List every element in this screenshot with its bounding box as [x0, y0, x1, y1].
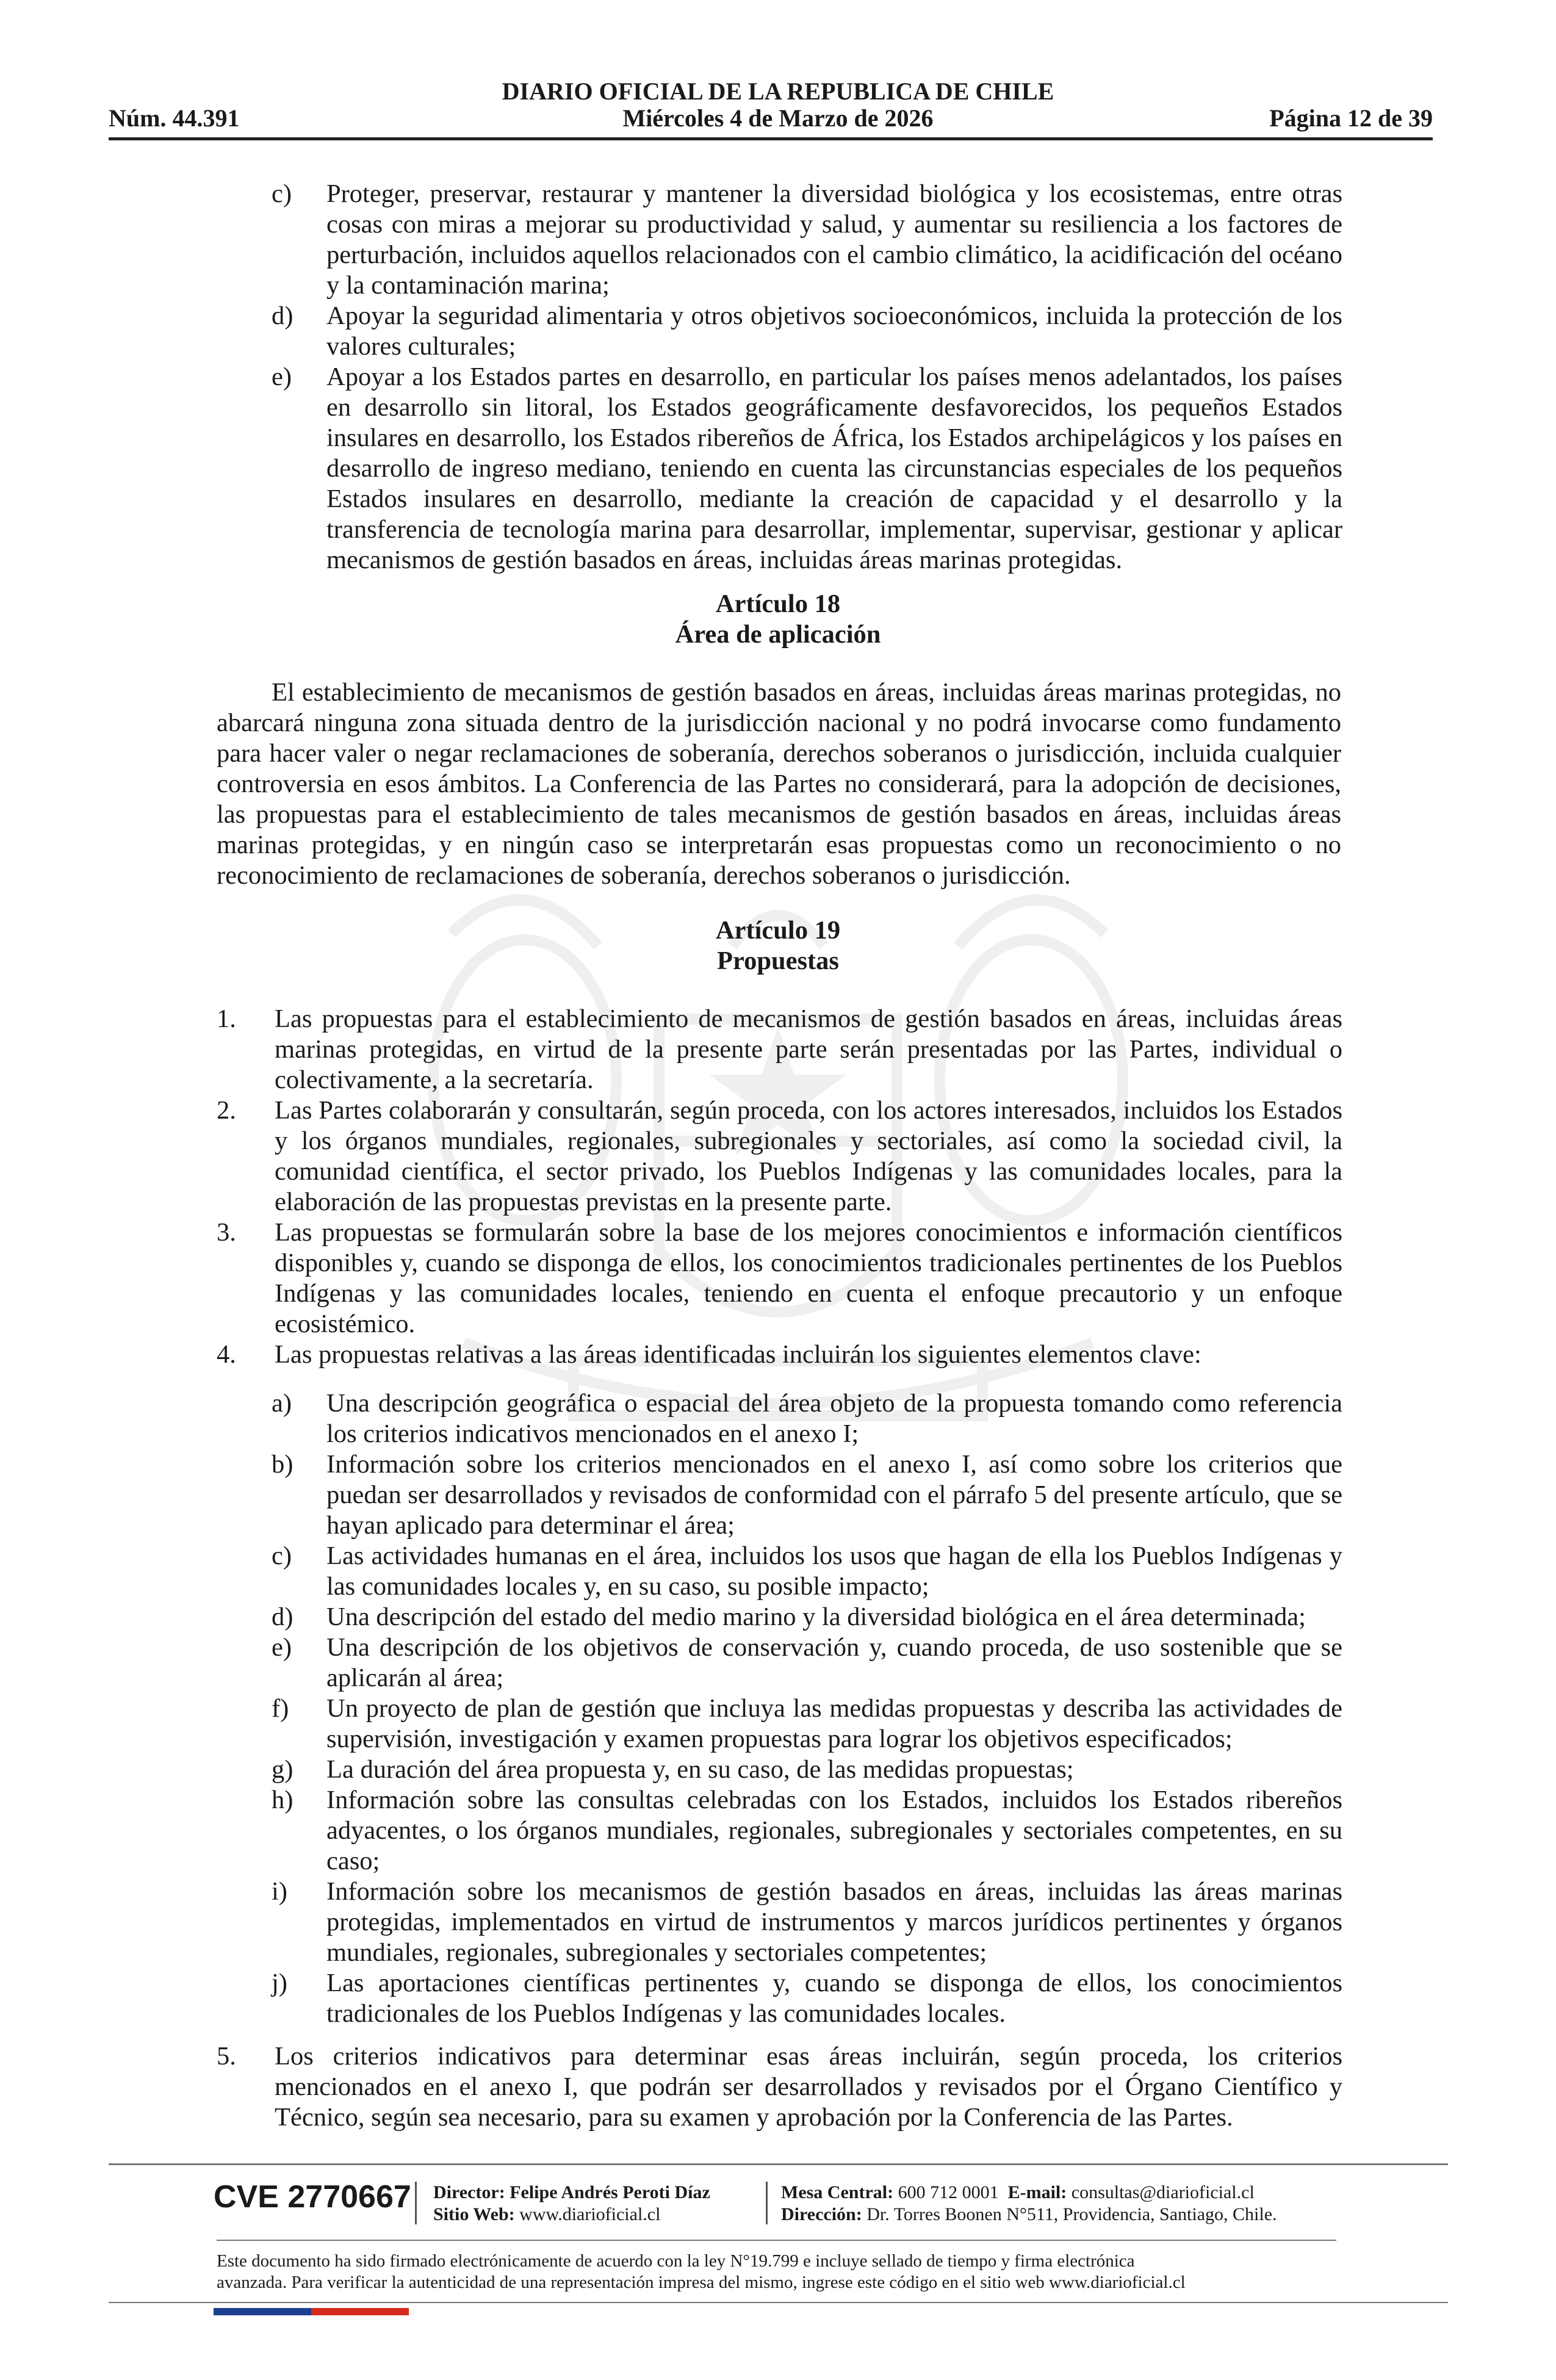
- lettered-item-text: Las actividades humanas en el área, incluidos los usos que hagan de ella los Pueblos Indígenas y las comunidades locales y, en su caso, su posible impacto;: [326, 1542, 1342, 1601]
- website-label: Sitio Web:: [433, 2204, 515, 2224]
- email-label: E-mail:: [1007, 2182, 1067, 2202]
- footer-separator: [766, 2182, 768, 2224]
- lettered-item-label: h): [272, 1786, 294, 1814]
- lettered-item-label: i): [272, 1877, 287, 1906]
- email-link[interactable]: consultas@diarioficial.cl: [1071, 2182, 1255, 2202]
- lettered-item-text: Información sobre los mecanismos de gestión basados en áreas, incluidas las áreas marinas protegidas, implementados en virtud de instrumentos y marcos jurídicos pertinentes y órganos mundiales, regionales, subregionales y sectoriales competentes;: [326, 1877, 1342, 1967]
- signature-notice-line-1: Este documento ha sido firmado electrónicamente de acuerdo con la ley N°19.799 e incluye sellado de tiempo y firma electrónica: [217, 2251, 1135, 2271]
- article-18-title: Área de aplicación: [675, 620, 881, 649]
- lettered-item-text: Una descripción geográfica o espacial del área objeto de la propuesta tomando como referencia los criterios indicativos mencionados en el anexo I;: [326, 1389, 1342, 1448]
- phone-value: 600 712 0001: [898, 2182, 999, 2202]
- lettered-item-text: Las aportaciones científicas pertinentes y, cuando se disponga de ellos, los conocimientos tradicionales de los Pueblos Indígenas y las comunidades locales.: [326, 1969, 1342, 2028]
- numbered-item-text: Los criterios indicativos para determinar esas áreas incluirán, según proceda, los criterios mencionados en el anexo I, que podrán ser desarrollados y revisados por el Órgano Científico y Técnico, según sea necesario, para su examen y aprobación por la Conferencia de las Partes.: [275, 2042, 1342, 2132]
- numbered-item: [217, 1340, 1342, 1370]
- numbered-item: [217, 1217, 1342, 1340]
- article-18-number: Artículo 18: [715, 590, 841, 618]
- lettered-item: [272, 1541, 1342, 1602]
- article-19-lettered-list: [272, 1388, 1342, 2029]
- footer-divider-top: [109, 2163, 1448, 2165]
- cve-code: CVE 2770667: [214, 2179, 411, 2215]
- footer-separator: [415, 2182, 417, 2224]
- numbered-item-label: 5.: [217, 2042, 236, 2071]
- numbered-item: [217, 1095, 1342, 1217]
- list-item-text: Proteger, preservar, restaurar y mantener la diversidad biológica y los ecosistemas, entre otras cosas con miras a mejorar su productividad y salud, y aumentar su resiliencia a los factores de perturbación, incluidos aquellos relacionados con el cambio climático, la acidificación del océano y la contaminación marina;: [326, 179, 1342, 300]
- phone-label: Mesa Central:: [781, 2182, 894, 2202]
- list-item: [272, 301, 1342, 362]
- lettered-item-label: b): [272, 1450, 294, 1479]
- lettered-item: [272, 1693, 1342, 1754]
- numbered-item-label: 3.: [217, 1218, 236, 1247]
- list-item-label: e): [272, 362, 292, 391]
- article-19-title: Propuestas: [717, 947, 839, 975]
- numbered-item-text: Las Partes colaborarán y consultarán, según proceda, con los actores interesados, incluidos los Estados y los órganos mundiales, regionales, subregionales y sectoriales, así como la sociedad civil, la comunidad científica, el sector privado, los Pueblos Indígenas y las comunidades locales, para la elaboración de las propuestas previstas en la presente parte.: [275, 1096, 1342, 1216]
- list-item-text: Apoyar a los Estados partes en desarrollo, en particular los países menos adelantados, los países en desarrollo sin litoral, los Estados geográficamente desfavorecidos, los pequeños Estados insulares en desarrollo, los Estados ribereños de África, los Estados archipelágicos y los países en desarrollo de ingreso mediano, teniendo en cuenta las circunstancias especiales de los pequeños Estados insulares en desarrollo, mediante la creación de capacidad y el desarrollo y la transferencia de tecnología marina para desarrollar, implementar, supervisar, gestionar y aplicar mecanismos de gestión basados en áreas, incluidas áreas marinas protegidas.: [326, 362, 1342, 574]
- footer-divider-mid: [217, 2240, 1336, 2241]
- lettered-item: [272, 1602, 1342, 1632]
- lettered-item: [272, 1388, 1342, 1449]
- flag-stripe-red: [311, 2308, 409, 2315]
- address-line: [781, 2204, 1277, 2226]
- address-value: Dr. Torres Boonen N°511, Providencia, Santiago, Chile.: [866, 2204, 1277, 2224]
- lettered-item: [272, 1785, 1342, 1877]
- lettered-item: [272, 1632, 1342, 1693]
- lettered-item: [272, 1968, 1342, 2029]
- director-name: Felipe Andrés Peroti Díaz: [510, 2182, 710, 2202]
- numbered-item: [217, 1004, 1342, 1095]
- director-label: Director:: [433, 2182, 505, 2202]
- lettered-item: [272, 1754, 1342, 1785]
- list-item-label: d): [272, 301, 294, 330]
- article-19-numbered-list: [217, 1004, 1342, 1370]
- address-label: Dirección:: [781, 2204, 862, 2224]
- lettered-item-label: g): [272, 1755, 294, 1784]
- flag-stripe-blue: [214, 2308, 311, 2315]
- issue-number: Núm. 44.391: [109, 104, 240, 132]
- lettered-item-label: d): [272, 1603, 294, 1631]
- lettered-item-text: Un proyecto de plan de gestión que incluya las medidas propuestas y describa las actividades de supervisión, investigación y examen propuestas para lograr los objetivos especificados;: [326, 1694, 1342, 1753]
- article-19-item-5: [217, 2041, 1342, 2133]
- lettered-item-label: a): [272, 1389, 292, 1418]
- page-number: Página 12 de 39: [1269, 104, 1433, 132]
- lettered-item: [272, 1449, 1342, 1541]
- numbered-item-label: 2.: [217, 1096, 236, 1125]
- lettered-item-label: c): [272, 1542, 292, 1570]
- article-19-number: Artículo 19: [715, 916, 841, 945]
- list-item-text: Apoyar la seguridad alimentaria y otros objetivos socioeconómicos, incluida la protección de los valores culturales;: [326, 301, 1342, 361]
- lettered-item: [272, 1877, 1342, 1968]
- lettered-item-text: Información sobre los criterios mencionados en el anexo I, así como sobre los criterios que puedan ser desarrollados y revisados de conformidad con el párrafo 5 del presente artículo, que se hayan aplicado para determinar el área;: [326, 1450, 1342, 1540]
- lettered-item-label: j): [272, 1969, 287, 1997]
- footer-divider-bottom: [109, 2302, 1448, 2303]
- numbered-item-label: 4.: [217, 1340, 236, 1369]
- top-list: [272, 179, 1342, 575]
- signature-notice-line-2: avanzada. Para verificar la autenticidad de una representación impresa del mismo, ingrese este código en el sitio web www.diarioficial.cl: [217, 2273, 1186, 2292]
- lettered-item-label: f): [272, 1694, 289, 1723]
- numbered-item-text: Las propuestas para el establecimiento de mecanismos de gestión basados en áreas, incluidas áreas marinas protegidas, en virtud de la presente parte serán presentadas por las Partes, individual o colectivamente, a la secretaría.: [275, 1004, 1342, 1094]
- website-link[interactable]: www.diarioficial.cl: [519, 2204, 661, 2224]
- newspaper-title: DIARIO OFICIAL DE LA REPUBLICA DE CHILE: [502, 78, 1054, 105]
- article-18-paragraph: El establecimiento de mecanismos de gestión basados en áreas, incluidas áreas marinas protegidas, no abarcará ninguna zona situada dentro de la jurisdicción nacional y no podrá invocarse como fundamento para hacer valer o negar reclamaciones de soberanía, derechos soberanos o jurisdicción, incluida cualquier controversia en esos ámbitos. La Conferencia de las Partes no considerará, para la adopción de decisiones, las propuestas para el establecimiento de tales mecanismos de gestión basados en áreas, incluidas áreas marinas protegidas, y en ningún caso se interpretarán esas propuestas como un reconocimiento o no reconocimiento de reclamaciones de soberanía, derechos soberanos o jurisdicción.: [217, 678, 1341, 890]
- list-item: [272, 362, 1342, 575]
- lettered-item-label: e): [272, 1633, 292, 1662]
- header-divider: [109, 137, 1433, 140]
- lettered-item-text: Una descripción de los objetivos de conservación y, cuando proceda, de uso sostenible que se aplicarán al área;: [326, 1633, 1342, 1692]
- list-item: [272, 179, 1342, 301]
- numbered-item-text: Las propuestas relativas a las áreas identificadas incluirán los siguientes elementos clave:: [275, 1340, 1201, 1369]
- lettered-item-text: La duración del área propuesta y, en su caso, de las medidas propuestas;: [326, 1755, 1074, 1784]
- numbered-item-text: Las propuestas se formularán sobre la base de los mejores conocimientos e información científicos disponibles y, cuando se disponga de ellos, los conocimientos tradicionales pertinentes de los Pueblos Indígenas y las comunidades locales, teniendo en cuenta el enfoque precautorio y un enfoque ecosistémico.: [275, 1218, 1342, 1338]
- numbered-item-label: 1.: [217, 1004, 236, 1033]
- lettered-item-text: Una descripción del estado del medio marino y la diversidad biológica en el área determinada;: [326, 1603, 1306, 1631]
- numbered-item: [217, 2041, 1342, 2133]
- issue-date: Miércoles 4 de Marzo de 2026: [622, 104, 934, 132]
- website-line: [433, 2204, 660, 2226]
- director-line: [433, 2182, 710, 2204]
- list-item-label: c): [272, 179, 292, 208]
- lettered-item-text: Información sobre las consultas celebradas con los Estados, incluidos los Estados ribereños adyacentes, o los órganos mundiales, regionales, subregionales y sectoriales competentes, en su caso;: [326, 1786, 1342, 1875]
- contact-line: [781, 2182, 1255, 2204]
